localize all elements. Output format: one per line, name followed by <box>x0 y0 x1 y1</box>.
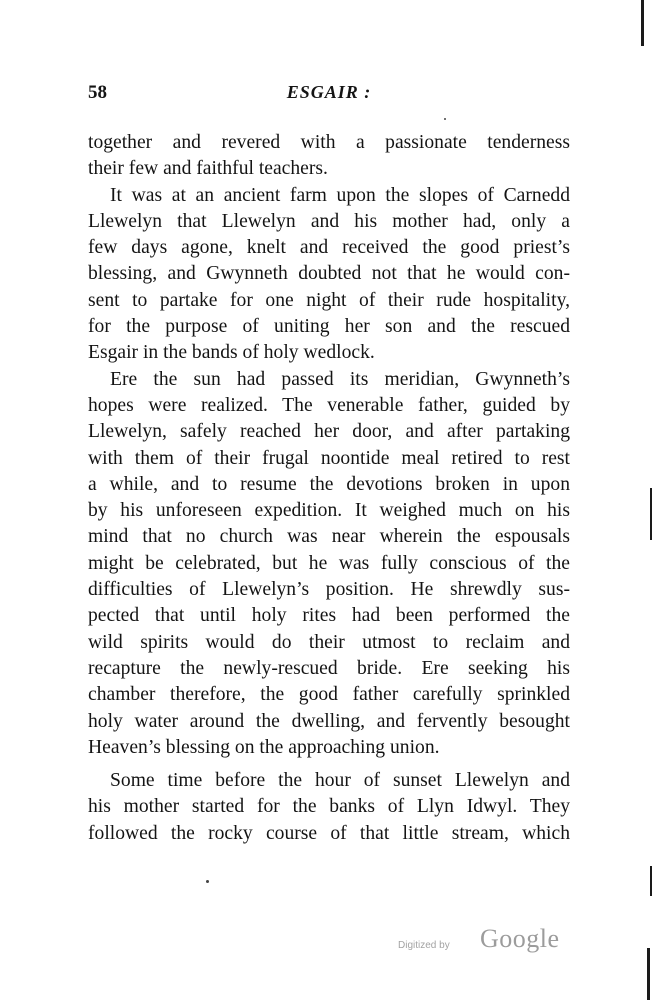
google-logo: Google <box>480 924 560 953</box>
digitized-watermark <box>398 924 568 960</box>
page-number: 58 <box>88 82 107 103</box>
scan-edge-line-bottom <box>647 948 650 1000</box>
text-line: few days agone, knelt and received the good priest’s <box>88 237 570 259</box>
text-line: wild spirits would do their utmost to reclaim and <box>88 631 570 653</box>
text-line: Llewelyn that Llewelyn and his mother had, only a <box>88 210 570 232</box>
text-line: a while, and to resume the devotions broken in upon <box>88 473 570 495</box>
body-text <box>88 130 570 847</box>
text-line: together and revered with a passionate tenderness <box>88 132 570 153</box>
text-line: Ere the sun had passed its meridian, Gwynneth’s <box>110 368 570 390</box>
text-line: sent to partake for one night of their rude hospitality, <box>88 289 570 311</box>
text-line: Esgair in the bands of holy wedlock. <box>88 342 375 364</box>
text-line: Llewelyn, safely reached her door, and after partaking <box>88 421 570 443</box>
text-line: hopes were realized. The venerable father, guided by <box>88 394 570 416</box>
scan-speck-top <box>444 118 446 120</box>
text-line: chamber therefore, the good father carefully sprinkled <box>88 684 570 706</box>
scan-edge-line-middle <box>650 488 652 540</box>
text-line: Some time before the hour of sunset Llewelyn and <box>110 770 570 792</box>
paragraph-4 <box>88 768 570 847</box>
text-line: holy water around the dwelling, and fervently besought <box>88 710 570 732</box>
page-header <box>88 82 570 108</box>
text-line: followed the rocky course of that little stream, which <box>88 822 570 844</box>
text-line: with them of their frugal noontide meal retired to rest <box>88 447 570 469</box>
text-line: his mother started for the banks of Llyn Idwyl. They <box>88 796 570 818</box>
text-line: Heaven’s blessing on the approaching union. <box>88 736 440 758</box>
text-line: their few and faithful teachers. <box>88 158 328 180</box>
watermark-caption: Digitized by <box>398 940 450 951</box>
paragraph-1 <box>88 130 570 183</box>
text-line: by his unforeseen expedition. It weighed much on his <box>88 500 570 522</box>
running-head: ESGAIR : <box>286 82 372 102</box>
paragraph-2 <box>88 183 570 367</box>
text-line: for the purpose of uniting her son and the rescued <box>88 316 570 338</box>
text-line: mind that no church was near wherein the espousals <box>88 526 570 548</box>
text-line: might be celebrated, but he was fully conscious of the <box>88 552 570 574</box>
scan-edge-line-top <box>641 0 644 46</box>
paragraph-3 <box>88 367 570 761</box>
scan-edge-line-lower <box>650 866 652 896</box>
text-line: pected that until holy rites had been performed the <box>88 605 570 627</box>
text-line: difficulties of Llewelyn’s position. He shrewdly sus- <box>88 579 570 601</box>
text-line: blessing, and Gwynneth doubted not that he would con- <box>88 263 570 285</box>
text-line: recapture the newly-rescued bride. Ere seeking his <box>88 657 570 679</box>
text-line: It was at an ancient farm upon the slopes of Carnedd <box>110 184 570 206</box>
scan-speck-bottom <box>206 880 209 883</box>
